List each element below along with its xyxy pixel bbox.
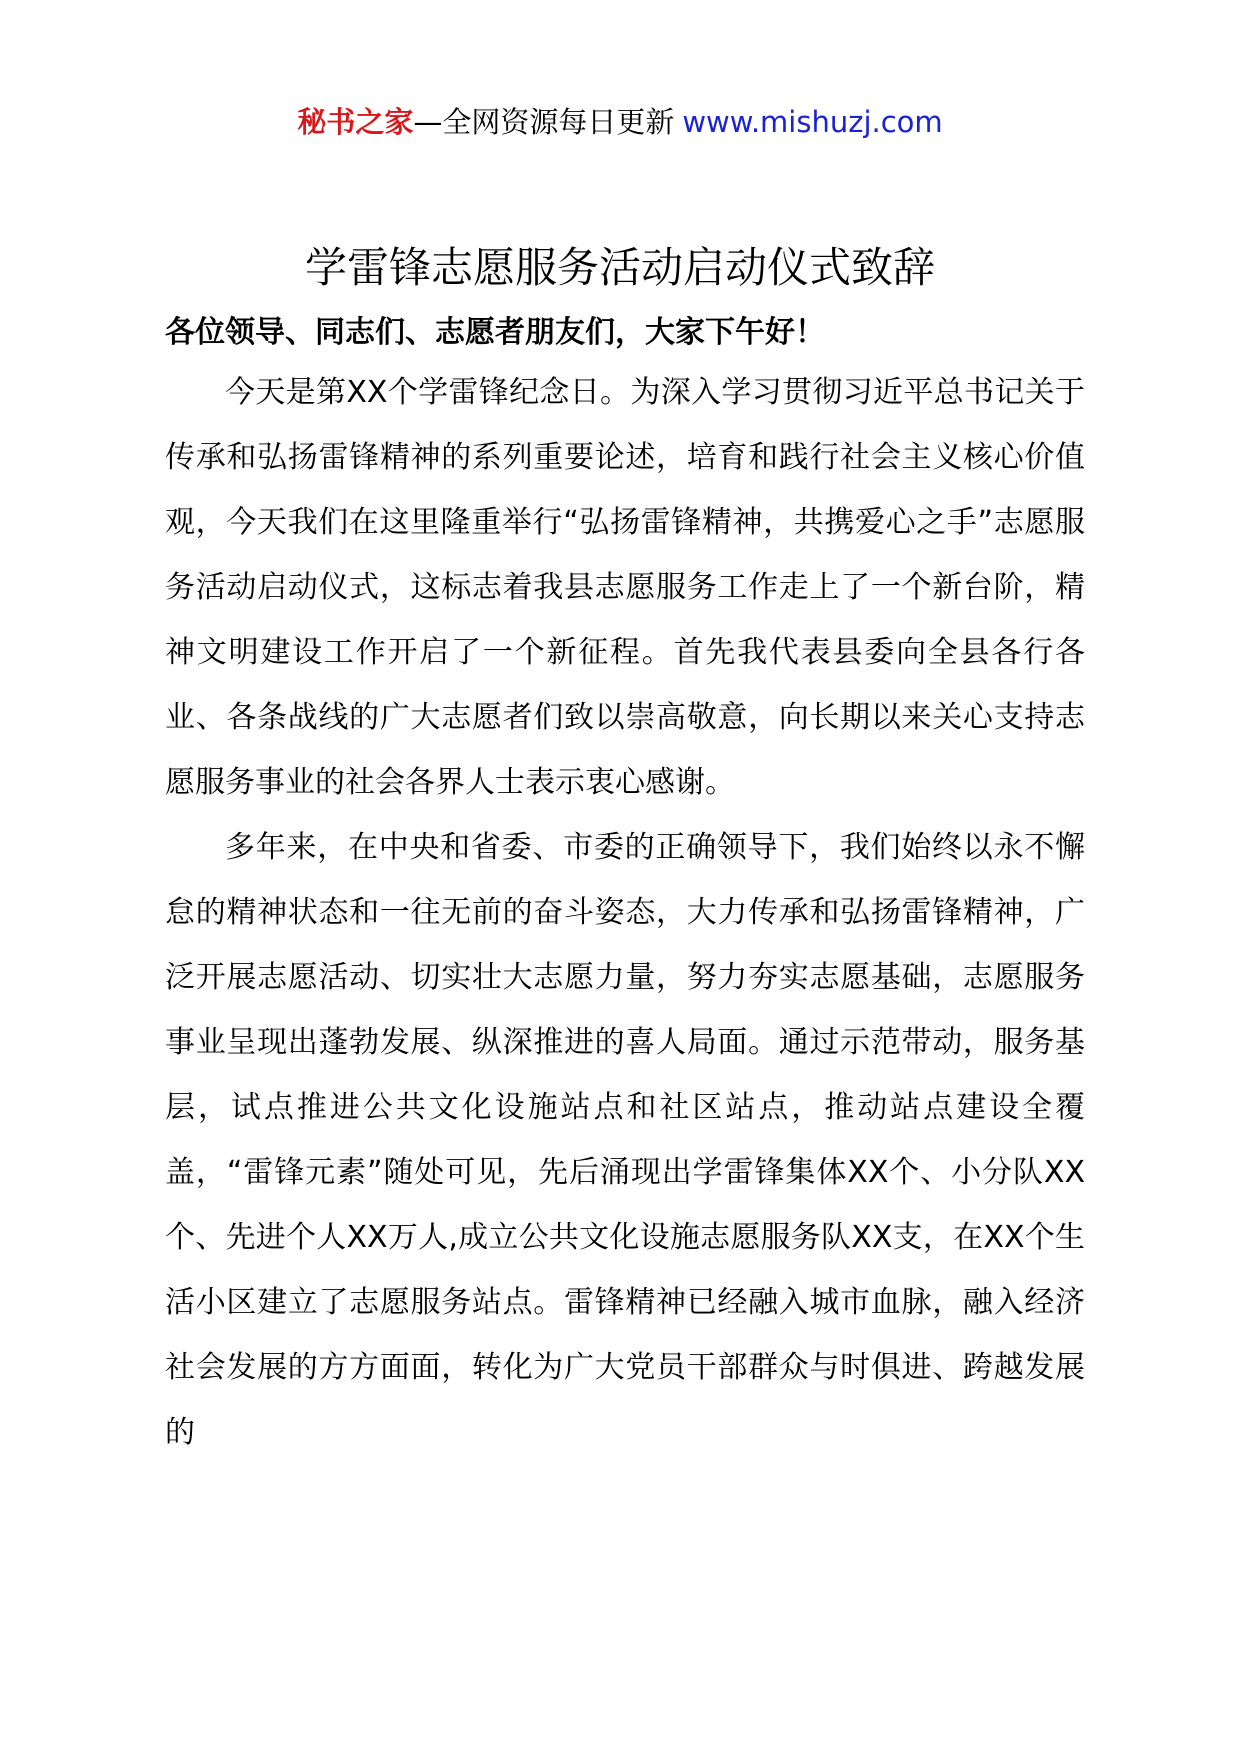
paragraph-1: 今天是第XX个学雷锋纪念日。为深入学习贯彻习近平总书记关于传承和弘扬雷锋精神的系列重要论述，培育和践行社会主义核心价值观，今天我们在这里隆重举行“弘扬雷锋精神，共携爱心之手”志愿服务活动启动仪式，这标志着我县志愿服务工作走上了一个新台阶，精神文明建设工作开启了一个新征程。首先我代表县委向全县各行各业、各条战线的广大志愿者们致以崇高敬意，向长期以来关心支持志愿服务事业的社会各界人士表示衷心感谢。 bbox=[165, 375, 1085, 800]
paragraph-2: 多年来，在中央和省委、市委的正确领导下，我们始终以永不懈怠的精神状态和一往无前的奋斗姿态，大力传承和弘扬雷锋精神，广泛开展志愿活动、切实壮大志愿力量，努力夯实志愿基础，志愿服务事业呈现出蓬勃发展、纵深推进的喜人局面。通过示范带动，服务基层，试点推进公共文化设施站点和社区站点，推动站点建设全覆盖，“雷锋元素”随处可见，先后涌现出学雷锋集体XX个、小分队XX个、先进个人XX万人,成立公共文化设施志愿服务队XX支，在XX个生活小区建立了志愿服务站点。雷锋精神已经融入城市血脉，融入经济社会发展的方方面面，转化为广大党员干部群众与时俱进、跨越发展的 bbox=[165, 830, 1085, 1450]
document-body bbox=[165, 306, 1085, 1465]
document-title: 学雷锋志愿服务活动启动仪式致辞 bbox=[304, 243, 935, 292]
site-header bbox=[0, 102, 1240, 142]
header-tagline: —全网资源每日更新 bbox=[413, 105, 675, 139]
greeting: 各位领导、同志们、志愿者朋友们，大家下午好！ bbox=[165, 315, 825, 350]
brand-name: 秘书之家 bbox=[297, 105, 414, 139]
site-url-link[interactable]: www.mishuzj.com bbox=[682, 105, 943, 139]
